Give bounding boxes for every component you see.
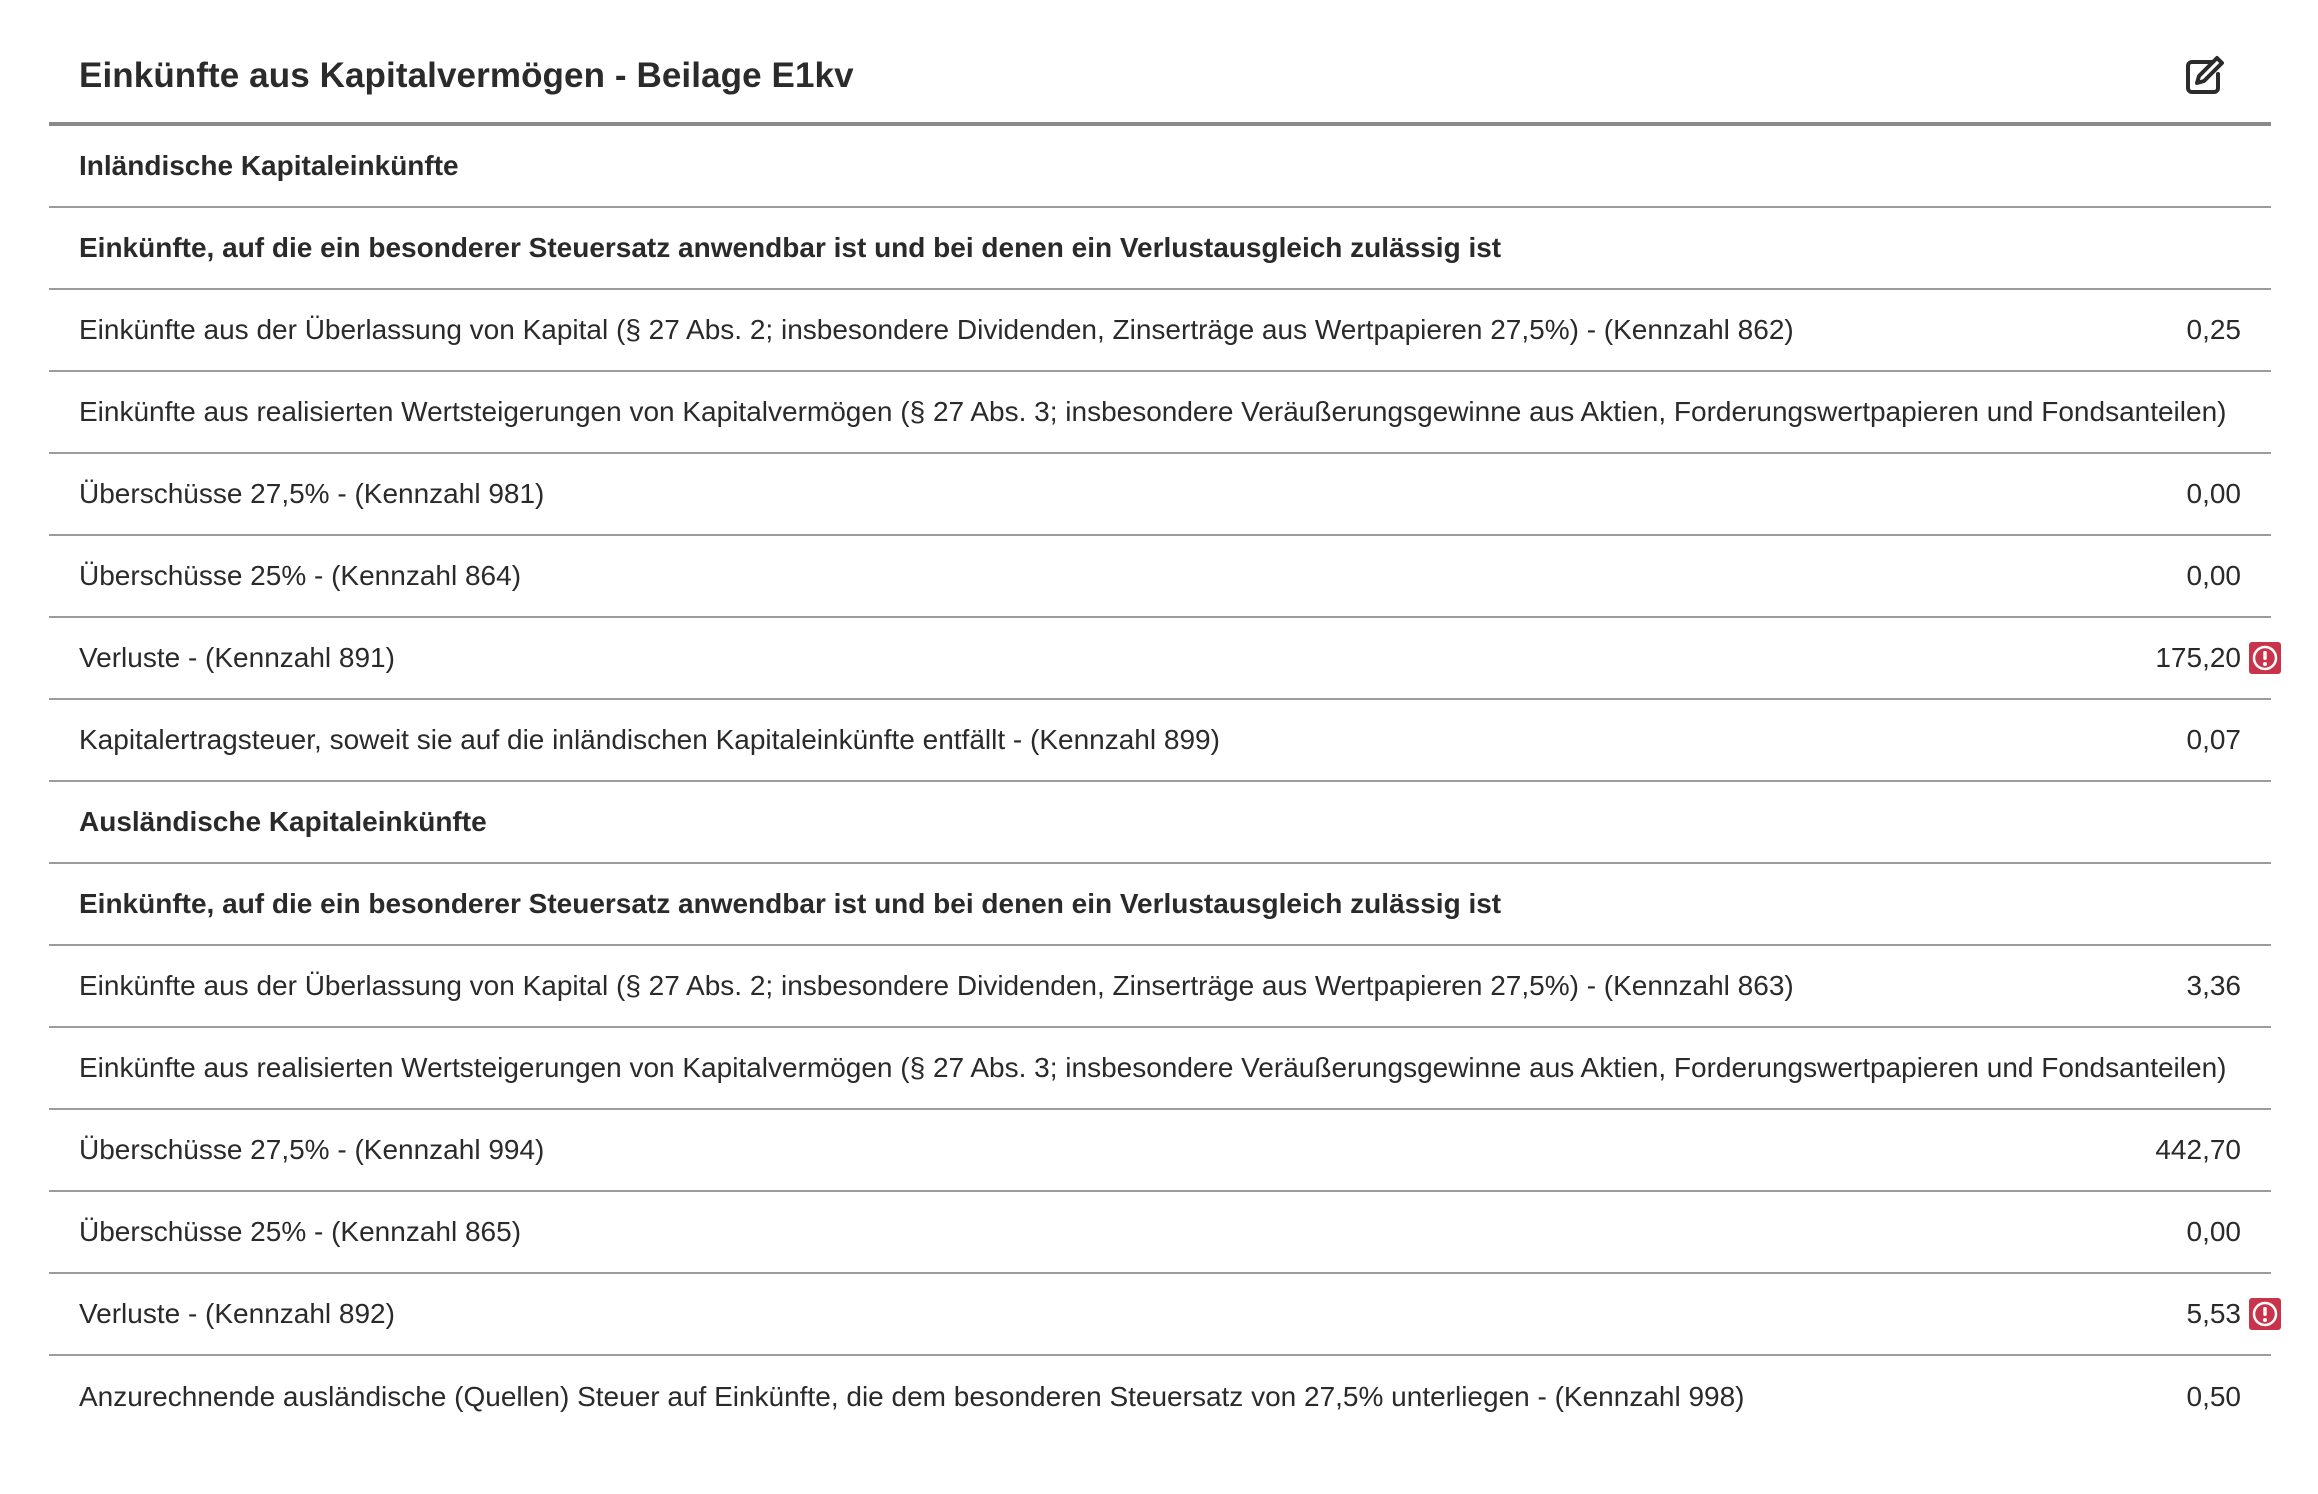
- row-value: 0,00: [2186, 478, 2241, 509]
- row-label: Verluste - (Kennzahl 892): [79, 1298, 395, 1329]
- row-label: Verluste - (Kennzahl 891): [79, 642, 395, 673]
- section-heading-row: [49, 864, 2271, 946]
- row-value: 0,25: [2186, 314, 2241, 345]
- row-label: Ausländische Kapitaleinkünfte: [79, 806, 487, 837]
- row-value-cell: [2155, 642, 2241, 674]
- row-value-cell: [2187, 724, 2242, 756]
- row-value-cell: [2187, 970, 2242, 1002]
- row-value: 3,36: [2186, 970, 2241, 1001]
- row-value: 5,53: [2186, 1298, 2241, 1329]
- page-title: Einkünfte aus Kapitalvermögen - Beilage E1kv: [79, 56, 854, 95]
- e1kv-panel: [49, 0, 2271, 1438]
- table-row: [49, 1192, 2271, 1274]
- row-label: Überschüsse 25% - (Kennzahl 864): [79, 560, 522, 591]
- row-label: Einkünfte aus realisierten Wertsteigerungen von Kapitalvermögen (§ 27 Abs. 3; insbesondere Veräußerungsgewinne aus Aktien, Forderungswertpapieren und Fondsanteilen): [79, 1052, 2227, 1083]
- row-label: Inländische Kapitaleinkünfte: [79, 150, 459, 181]
- table-row: [49, 700, 2271, 782]
- panel-header: [49, 0, 2271, 126]
- row-value: 0,50: [2186, 1381, 2241, 1412]
- row-value-cell: [2187, 314, 2242, 346]
- row-label: Einkünfte, auf die ein besonderer Steuersatz anwendbar ist und bei denen ein Verlustausgleich zulässig ist: [79, 232, 1502, 263]
- row-value: 0,07: [2186, 724, 2241, 755]
- row-label: Einkünfte, auf die ein besonderer Steuersatz anwendbar ist und bei denen ein Verlustausgleich zulässig ist: [79, 888, 1502, 919]
- row-label: Überschüsse 27,5% - (Kennzahl 994): [79, 1134, 545, 1165]
- section-heading-row: [49, 782, 2271, 864]
- row-label: Einkünfte aus der Überlassung von Kapital (§ 27 Abs. 2; insbesondere Dividenden, Zinserträge aus Wertpapieren 27,5%) - (Kennzahl 863): [79, 970, 1794, 1001]
- row-value-cell: [2155, 1134, 2241, 1166]
- table-row: [49, 536, 2271, 618]
- table-row: [49, 1028, 2271, 1110]
- row-label: Kapitalertragsteuer, soweit sie auf die inländischen Kapitaleinkünfte entfällt - (Kennzahl 899): [79, 724, 1220, 755]
- row-label: Anzurechnende ausländische (Quellen) Steuer auf Einkünfte, die dem besonderen Steuersatz von 27,5% unterliegen - (Kennzahl 998): [79, 1381, 1745, 1412]
- section-heading-row: [49, 208, 2271, 290]
- table-row: [49, 618, 2271, 700]
- row-value-cell: [2187, 1298, 2242, 1330]
- row-value: 0,00: [2186, 1216, 2241, 1247]
- table-row: [49, 454, 2271, 536]
- section-heading-row: [49, 126, 2271, 208]
- row-value-cell: [2187, 478, 2242, 510]
- exclamation-warning-icon[interactable]: [2249, 642, 2281, 674]
- table-row: [49, 372, 2271, 454]
- row-value-cell: [2187, 560, 2242, 592]
- exclamation-warning-icon[interactable]: [2249, 1298, 2281, 1330]
- table-row: [49, 946, 2271, 1028]
- table-row: [49, 1274, 2271, 1356]
- row-value-cell: [2187, 1216, 2242, 1248]
- table-row: [49, 1356, 2271, 1438]
- income-table: [49, 126, 2271, 1438]
- row-value-cell: [2187, 1381, 2242, 1413]
- row-label: Einkünfte aus der Überlassung von Kapital (§ 27 Abs. 2; insbesondere Dividenden, Zinserträge aus Wertpapieren 27,5%) - (Kennzahl 862): [79, 314, 1794, 345]
- row-label: Einkünfte aus realisierten Wertsteigerungen von Kapitalvermögen (§ 27 Abs. 3; insbesondere Veräußerungsgewinne aus Aktien, Forderungswertpapieren und Fondsanteilen): [79, 396, 2227, 427]
- row-label: Überschüsse 27,5% - (Kennzahl 981): [79, 478, 545, 509]
- table-row: [49, 1110, 2271, 1192]
- edit-icon[interactable]: [2182, 54, 2226, 98]
- row-value: 175,20: [2155, 642, 2241, 673]
- row-value: 0,00: [2186, 560, 2241, 591]
- row-label: Überschüsse 25% - (Kennzahl 865): [79, 1216, 522, 1247]
- row-value: 442,70: [2155, 1134, 2241, 1165]
- table-row: [49, 290, 2271, 372]
